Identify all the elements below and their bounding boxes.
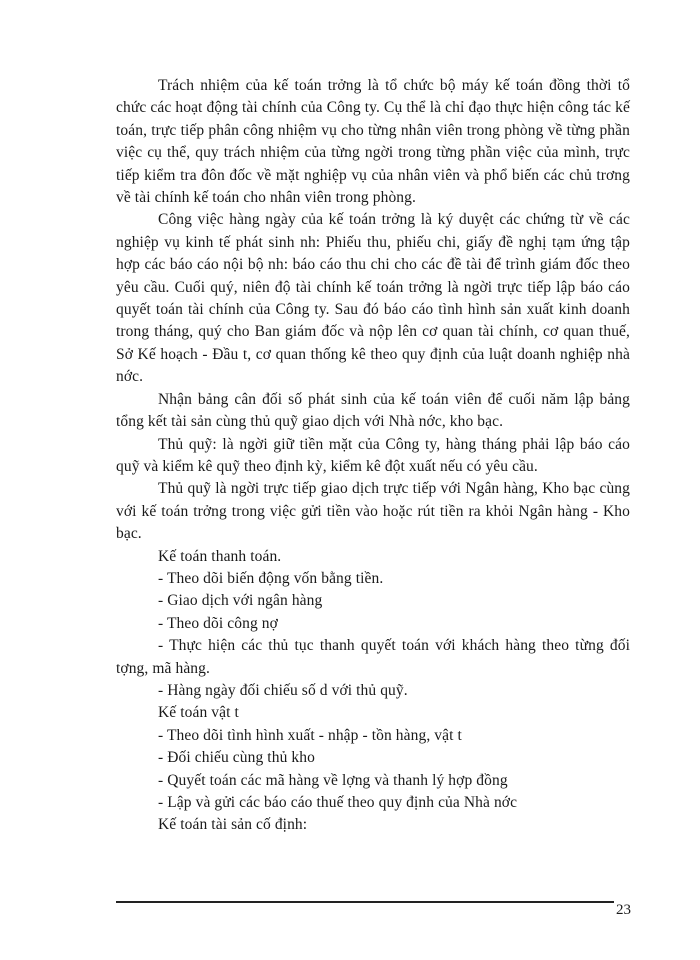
list-line: Kế toán tài sản cố định: [158,816,308,834]
paragraph: - Thực hiện các thủ tục thanh quyết toán với khách hàng theo từng đối tợng, mã hàng. [116,637,630,677]
paragraph: Công việc hàng ngày của kế toán trởng là ký duyệt các chứng từ về các nghiệp vụ kinh tế phát sinh nh: Phiếu thu, phiếu chi, giấy đề nghị tạm ứng tập hợp các báo cáo nội bộ nh: báo cáo thu chi cho các đề tài để trình giám đốc theo yêu cầu. Cuối quý, niên độ tài chính kế toán trởng là ngời trực tiếp lập báo cáo quyết toán tài chính của Công ty. Sau đó báo cáo tình hình sản xuất kinh doanh trong tháng, quý cho Ban giám đốc và nộp lên cơ quan tài chính, cơ quan thuế, Sở Kế hoạch - Đầu t, cơ quan thống kê theo quy định của luật doanh nghiệp nhà nớc. [116,211,630,386]
page-number: 23 [616,902,631,918]
list-line: - Giao dịch với ngân hàng [158,592,323,610]
list-line: - Hàng ngày đối chiếu số d với thủ quỹ. [158,681,408,699]
paragraph: Trách nhiệm của kế toán trởng là tổ chức bộ máy kế toán đồng thời tổ chức các hoạt động tài chính của Công ty. Cụ thể là chỉ đạo thực hiện công tác kế toán, trực tiếp phân công nhiệm vụ cho từng nhân viên trong phòng về từng phần việc cụ thể, quy trách nhiệm của từng ngời trong từng phần việc của mình, trực tiếp kiểm tra đôn đốc về mặt nghiệp vụ của nhân viên và phổ biến các chủ trơng về tài chính kế toán cho nhân viên trong phòng. [116,77,630,207]
list-line: - Quyết toán các mã hàng về lợng và thanh lý hợp đồng [158,771,508,789]
list-line: - Theo dõi công nợ [158,614,278,632]
paragraph: Thủ quỹ là ngời trực tiếp giao dịch trực tiếp với Ngân hàng, Kho bạc cùng với kế toán trởng trong việc gửi tiền vào hoặc rút tiền ra khỏi Ngân hàng - Kho bạc. [116,480,630,543]
list-line: Kế toán vật t [158,704,239,722]
list-line: - Theo dõi tình hình xuất - nhập - tồn hàng, vật t [158,726,462,744]
list-line: - Theo dõi biến động vốn bằng tiền. [158,569,384,587]
paragraph: Thủ quỹ: là ngời giữ tiền mặt của Công ty, hàng tháng phải lập báo cáo quỹ và kiểm kê quỹ theo định kỳ, kiểm kê đột xuất nếu có yêu cầu. [116,435,630,475]
footer-rule [116,901,614,903]
paragraph: Nhận bảng cân đối số phát sinh của kế toán viên để cuối năm lập bảng tổng kết tài sản cùng thủ quỹ giao dịch với Nhà nớc, kho bạc. [116,390,630,431]
list-line: Kế toán thanh toán. [158,547,282,565]
list-line: - Lập và gửi các báo cáo thuế theo quy định của Nhà nớc [158,794,518,811]
page-body [116,75,630,837]
list-line: - Đối chiếu cùng thủ kho [158,749,315,767]
